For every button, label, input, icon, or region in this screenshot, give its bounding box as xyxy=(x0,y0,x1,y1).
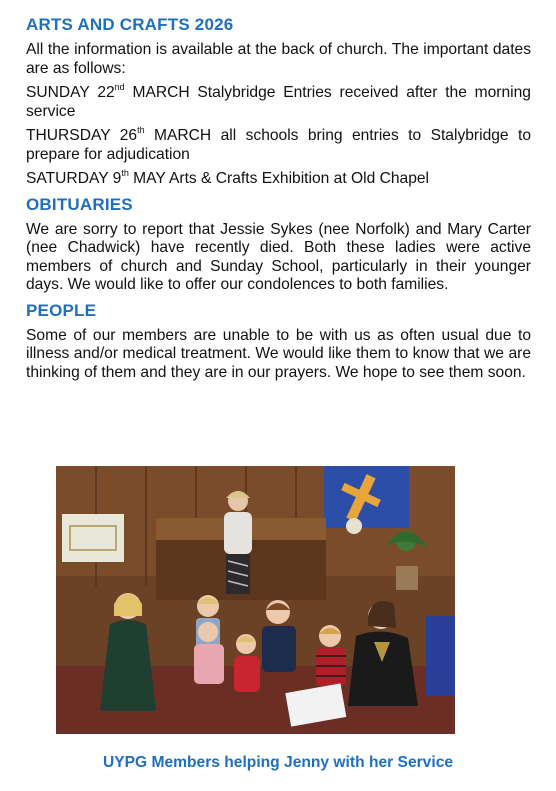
date-day: THURSDAY 26 xyxy=(26,127,138,144)
date-item-1 xyxy=(26,81,531,121)
obituaries-heading: OBITUARIES xyxy=(26,194,133,214)
date-item-3 xyxy=(26,167,531,189)
date-item-2 xyxy=(26,124,532,164)
date-text: MARCH Stalybridge Entries received after the morning service xyxy=(26,84,531,120)
arts-intro: All the information is available at the back of church. The important dates are as follows: xyxy=(26,41,531,77)
photo-caption: UYPG Members helping Jenny with her Service xyxy=(102,754,454,771)
date-text: MAY Arts & Crafts Exhibition at Old Chapel xyxy=(128,170,430,187)
obituaries-text: We are sorry to report that Jessie Sykes (nee Norfolk) and Mary Carter (nee Chadwick) have recently died. Both these ladies were active members of church and Sunday School, particularly in their younger days. We would like to offer our condolences to both families. xyxy=(26,220,531,293)
church-scene-illustration xyxy=(56,466,455,734)
date-text: MARCH all schools bring entries to Stalybridge to prepare for adjudication xyxy=(26,127,532,163)
date-day: SATURDAY 9 xyxy=(26,170,122,187)
arts-heading: ARTS AND CRAFTS 2026 xyxy=(26,15,234,34)
group-photo xyxy=(56,466,455,734)
date-suffix: th xyxy=(121,167,129,178)
date-day: SUNDAY 22 xyxy=(26,84,115,101)
date-suffix: th xyxy=(137,124,145,135)
people-heading: PEOPLE xyxy=(26,300,97,320)
date-suffix: nd xyxy=(114,81,125,92)
people-text: Some of our members are unable to be with us as often usual due to illness and/or medical treatment. We would like them to know that we are thinking of them and they are in our prayers. We hope to see them soon. xyxy=(26,326,531,381)
content-column xyxy=(26,14,531,382)
